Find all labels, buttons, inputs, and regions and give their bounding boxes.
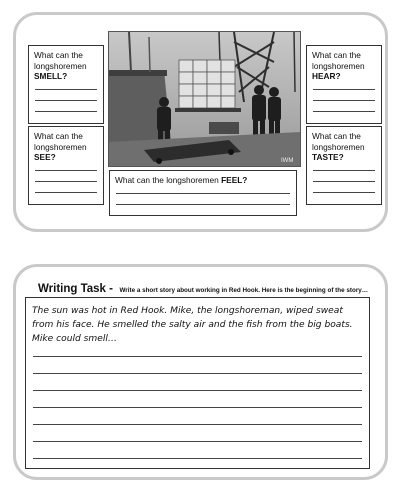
writing-task-title: Writing Task - [38,283,113,295]
story-line [33,441,362,442]
hear-answer-lines[interactable] [313,89,375,122]
longshoremen-photo [108,31,301,167]
taste-answer-lines[interactable] [313,170,375,203]
see-answer-lines[interactable] [35,170,97,203]
smell-question: What can the longshoremen SMELL? [34,50,87,81]
taste-box [306,126,382,205]
see-box [28,126,104,205]
story-writing-area[interactable] [25,297,370,469]
smell-answer-lines[interactable] [35,89,97,122]
hear-question: What can the longshoremen HEAR? [312,50,365,81]
story-line [33,424,362,425]
see-question: What can the longshoremen SEE? [34,131,87,162]
feel-answer-lines[interactable] [116,193,290,215]
writing-task-instruction: Write a short story about working in Red Hook. Here is the beginning of the story… [119,287,369,294]
story-line [33,458,362,459]
story-line [33,373,362,374]
hear-box [306,45,382,124]
photo-watermark: IWM [281,158,294,164]
dock-photo-illustration [109,32,300,166]
feel-box [109,170,297,216]
feel-question: What can the longshoremen FEEL? [115,175,248,185]
writing-task-heading [38,279,368,297]
taste-question: What can the longshoremen TASTE? [312,131,365,162]
senses-panel [13,12,388,232]
smell-box [28,45,104,124]
story-opening-text: The sun was hot in Red Hook. Mike, the longshoreman, wiped sweat from his face. He smelled the salty air and the fish from the big boats. Mike could smell… [32,306,353,344]
story-line [33,356,362,357]
story-line [33,407,362,408]
story-line [33,390,362,391]
writing-panel [13,264,388,480]
